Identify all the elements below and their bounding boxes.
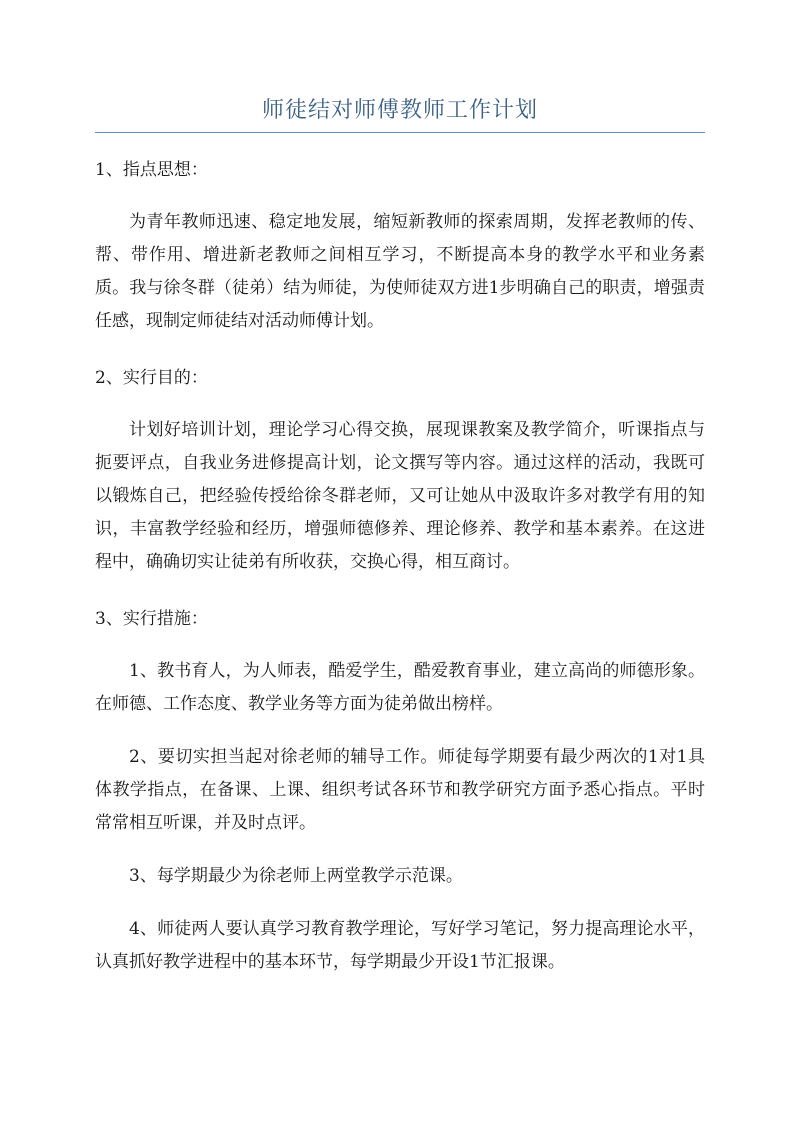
measure-item-4: 4、师徒两人要认真学习教育教学理论，写好学习笔记，努力提高理论水平，认真抓好教学进程中的基本环节，每学期最少开设1节汇报课。 <box>95 919 705 972</box>
section-heading-measures: 3、实行措施： <box>95 609 208 629</box>
paragraph-purpose: 计划好培训计划，理论学习心得交换，展现课教案及教学简介，听课指点与扼要评点，自我业务进修提高计划，论文撰写等内容。通过这样的活动，我既可以锻炼自己，把经验传授给徐冬群老师，又可让她从中汲取许多对教学有用的知识，丰富教学经验和经历，增强师德修养、理论修养、教学和基本素养。在这进程中，确确切实让徒弟有所收获，交换心得，相互商讨。 <box>95 420 705 572</box>
measure-item-3: 3、每学期最少为徐老师上两堂教学示范课。 <box>129 866 463 886</box>
document-title: 师徒结对师傅教师工作计划 <box>261 98 538 123</box>
paragraph-guiding-thought: 为青年教师迅速、稳定地发展，缩短新教师的探索周期，发挥老教师的传、帮、带作用、增进新老教师之间相互学习，不断提高本身的教学水平和业务素质。我与徐冬群（徒弟）结为师徒，为使师徒双方进1步明确自己的职责，增强责任感，现制定师徒结对活动师傅计划。 <box>95 212 705 331</box>
section-heading-guiding-thought: 1、指点思想： <box>95 160 208 180</box>
measure-item-2: 2、要切实担当起对徐老师的辅导工作。师徒每学期要有最少两次的1对1具体教学指点，在备课、上课、组织考试各环节和教学研究方面予悉心指点。平时常常相互听课，并及时点评。 <box>95 747 705 833</box>
section-heading-purpose: 2、实行目的： <box>95 368 208 388</box>
title-divider <box>95 132 705 133</box>
document-body <box>95 150 705 979</box>
measure-item-1: 1、教书育人，为人师表，酷爱学生，酷爱教育事业，建立高尚的师德形象。在师德、工作态度、教学业务等方面为徒弟做出榜样。 <box>95 661 705 714</box>
